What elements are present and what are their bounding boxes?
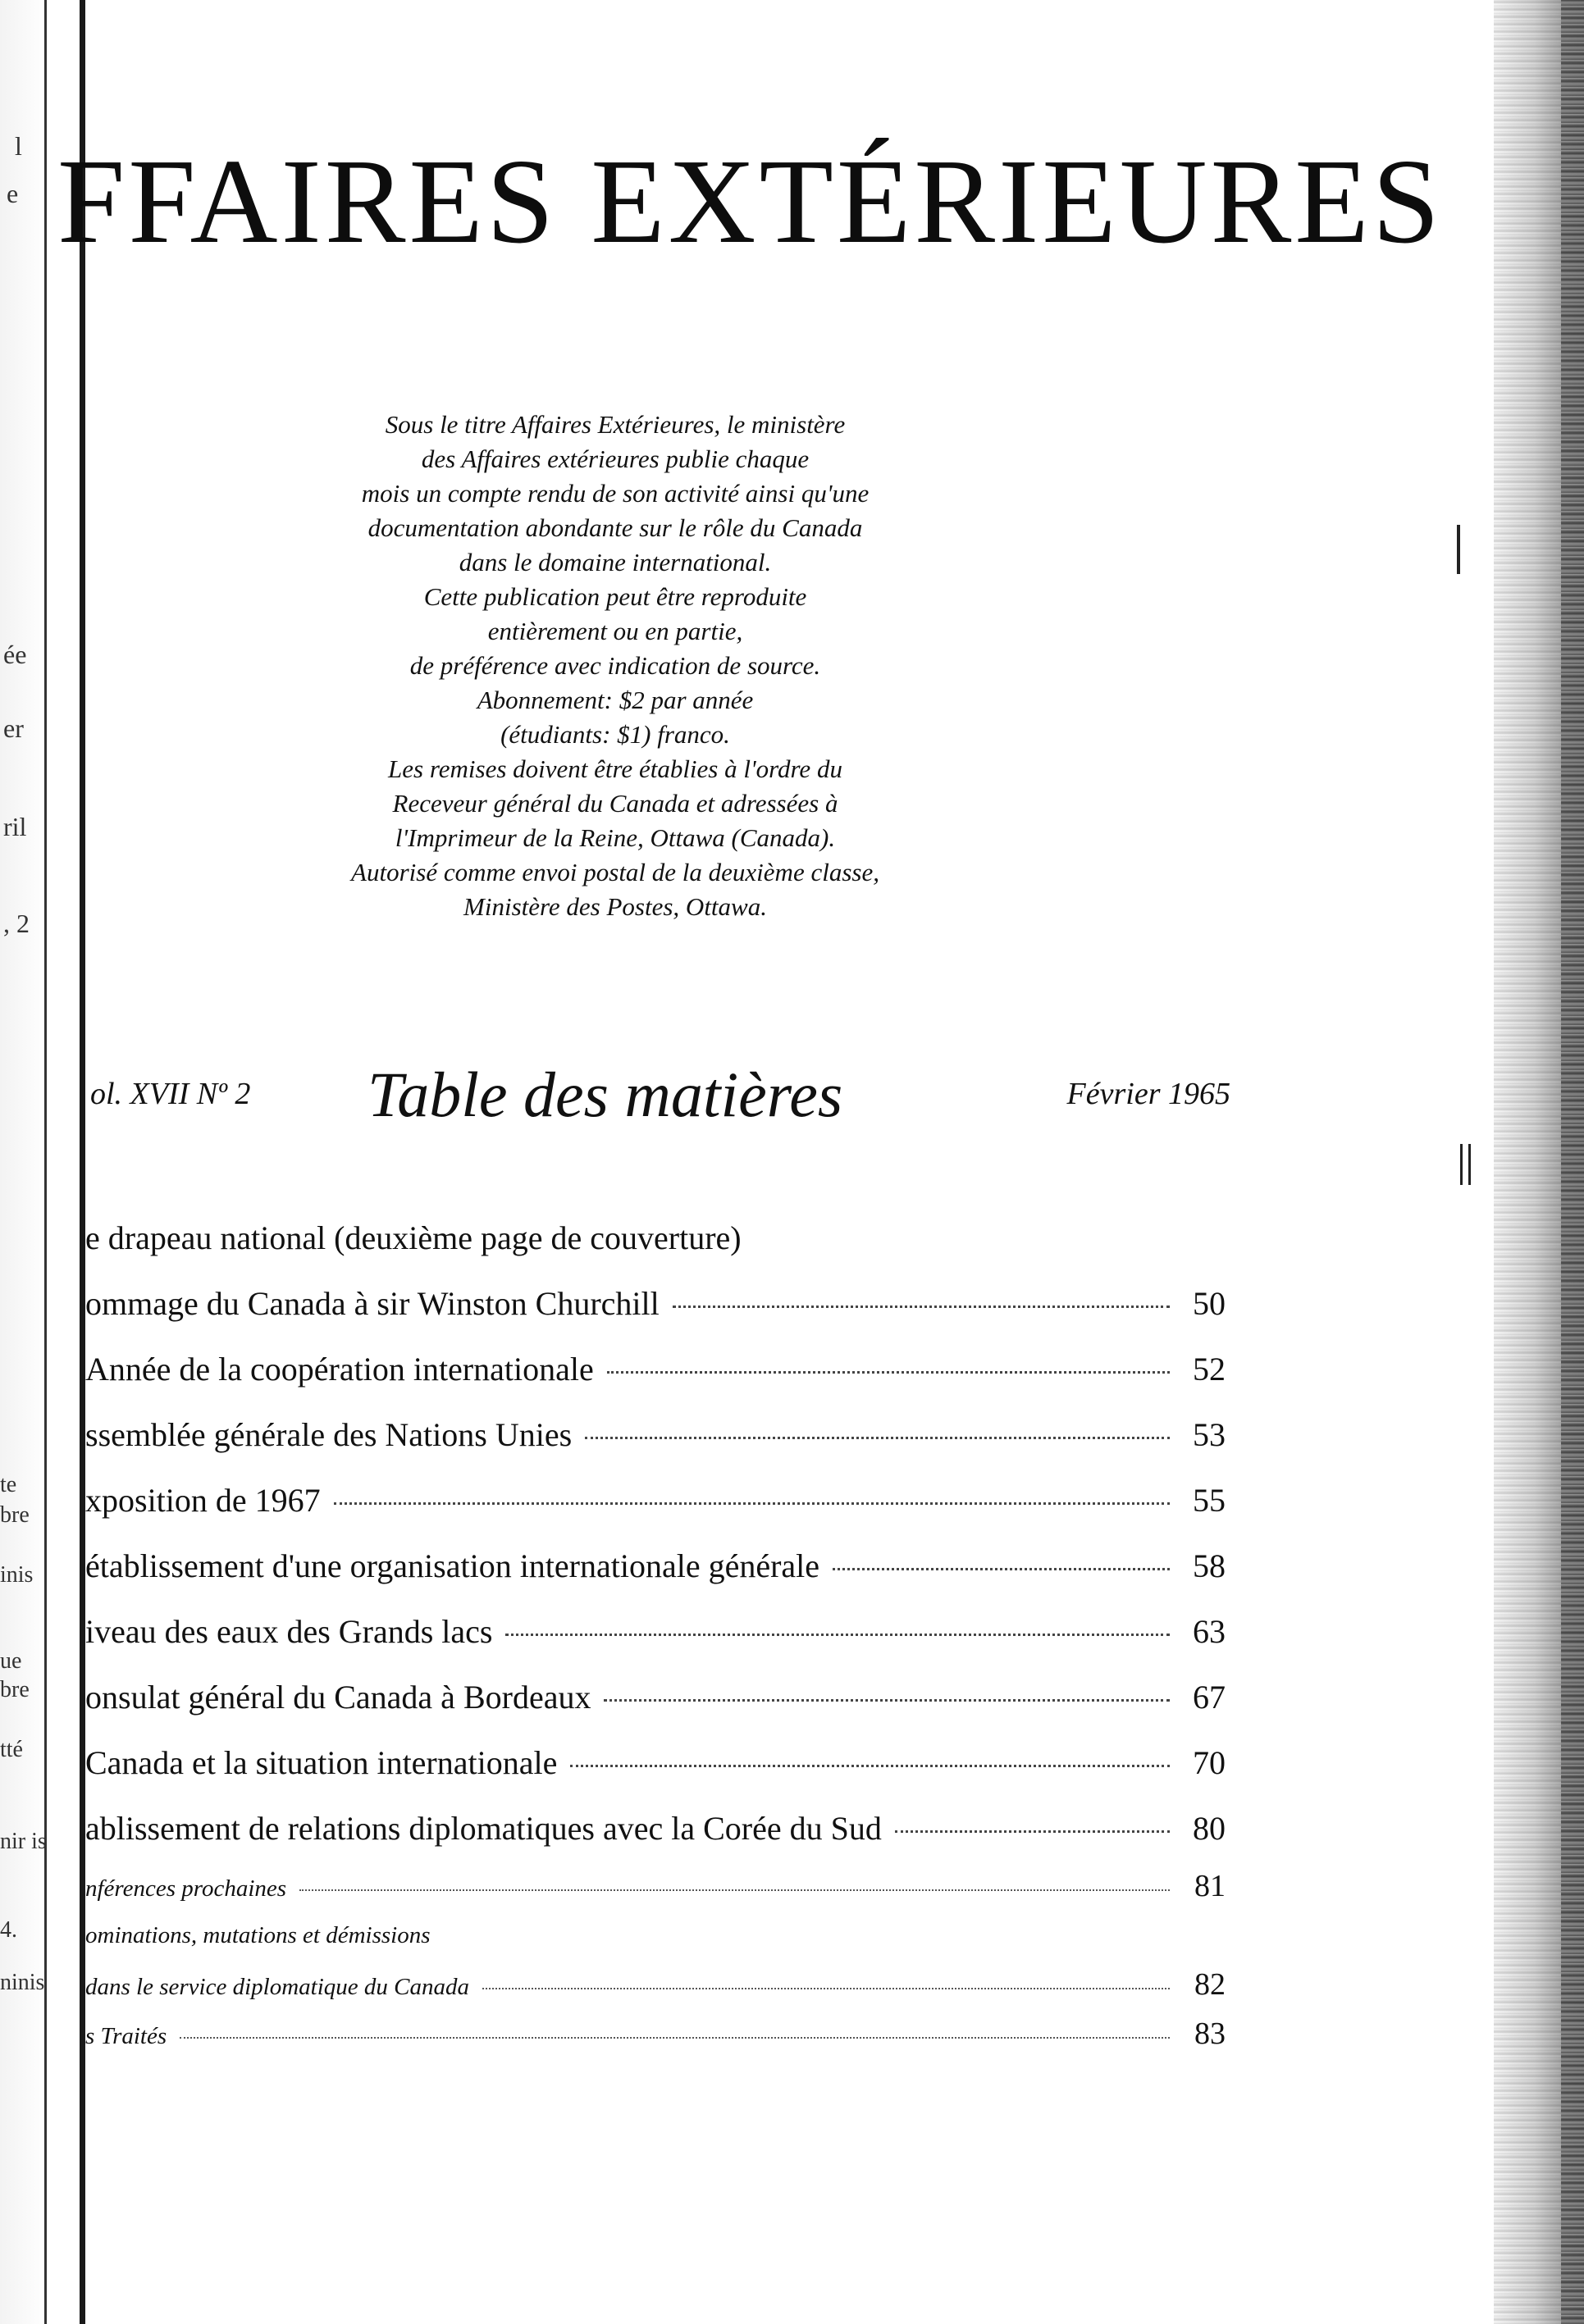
toc-entry bbox=[85, 1533, 1226, 1599]
toc-entry bbox=[85, 1730, 1226, 1796]
dot-leader bbox=[673, 1306, 1170, 1308]
toc-entry-title: ssemblée générale des Nations Unies bbox=[85, 1416, 573, 1453]
notice-line: (étudiants: $1) franco. bbox=[500, 720, 730, 749]
toc-entry-title: nférences prochaines bbox=[85, 1875, 287, 1902]
bleed-text: er bbox=[3, 713, 24, 743]
toc-entry-title: iveau des eaux des Grands lacs bbox=[85, 1613, 493, 1650]
notice-line: Cette publication peut être reproduite bbox=[423, 582, 807, 611]
dot-leader bbox=[607, 1371, 1170, 1374]
toc-page-number: 80 bbox=[1193, 1810, 1226, 1847]
notice-line: Ministère des Postes, Ottawa. bbox=[463, 892, 767, 921]
notice-line: de préférence avec indication de source. bbox=[409, 651, 821, 680]
bleed-text: inis bbox=[0, 1562, 34, 1588]
notice-line: Les remises doivent être établies à l'ordre du bbox=[388, 754, 842, 783]
dot-leader bbox=[505, 1634, 1170, 1636]
toc-page-number: 63 bbox=[1193, 1613, 1226, 1650]
stray-mark bbox=[1457, 525, 1460, 574]
notice-line: dans le domaine international. bbox=[459, 548, 772, 576]
publication-notice bbox=[246, 408, 984, 924]
bleed-text: ril bbox=[3, 812, 27, 841]
notice-line: Receveur général du Canada et adressées à bbox=[392, 789, 838, 818]
notice-line: des Affaires extérieures publie chaque bbox=[421, 444, 810, 473]
toc-page-number: 83 bbox=[1194, 2016, 1226, 2051]
dot-leader bbox=[299, 1889, 1170, 1891]
bleed-text: ée bbox=[3, 640, 27, 669]
dot-leader bbox=[604, 1699, 1170, 1702]
dot-leader bbox=[570, 1765, 1170, 1767]
toc-entry bbox=[85, 1861, 1226, 1911]
toc-entry bbox=[85, 1599, 1226, 1665]
toc-page-number: 50 bbox=[1193, 1285, 1226, 1322]
toc-entry bbox=[85, 1796, 1226, 1861]
volume-number: ol. XVII Nº 2 bbox=[90, 1077, 251, 1111]
bleed-text: bre bbox=[0, 1677, 30, 1702]
notice-line: entièrement ou en partie, bbox=[487, 617, 743, 645]
bleed-text: tté bbox=[0, 1737, 23, 1762]
dot-leader bbox=[180, 2037, 1170, 2039]
toc-entry-title: ommage du Canada à sir Winston Churchill bbox=[85, 1285, 660, 1322]
notice-line: l'Imprimeur de la Reine, Ottawa (Canada). bbox=[395, 823, 836, 852]
toc-entry-title: établissement d'une organisation internationale générale bbox=[85, 1547, 820, 1584]
stray-mark bbox=[1460, 1144, 1463, 1185]
dot-leader bbox=[833, 1568, 1170, 1570]
toc-page-number: 52 bbox=[1193, 1351, 1226, 1388]
toc-entry-title: Année de la coopération internationale bbox=[85, 1351, 594, 1388]
toc-entry bbox=[85, 1271, 1226, 1337]
toc-page-number: 67 bbox=[1193, 1679, 1226, 1716]
bleed-text: ue bbox=[0, 1648, 22, 1674]
toc-entry-title: dans le service diplomatique du Canada bbox=[85, 1974, 469, 2000]
toc-page-number: 53 bbox=[1193, 1416, 1226, 1453]
table-of-contents bbox=[85, 1205, 1226, 2058]
toc-page-number: 82 bbox=[1194, 1967, 1226, 2002]
toc-header bbox=[90, 1058, 1230, 1140]
toc-entry bbox=[85, 1911, 1226, 1960]
notice-line: Sous le titre Affaires Extérieures, le ministère bbox=[385, 410, 846, 439]
bleed-text: 4. bbox=[0, 1917, 17, 1943]
notice-line: Autorisé comme envoi postal de la deuxième classe, bbox=[351, 858, 879, 886]
toc-entry bbox=[85, 1337, 1226, 1402]
toc-entry-title: ominations, mutations et démissions bbox=[85, 1922, 431, 1948]
toc-entry bbox=[85, 1205, 1226, 1271]
bleed-text: e bbox=[7, 179, 19, 208]
bleed-text: ninis bbox=[0, 1970, 45, 1995]
dot-leader bbox=[482, 1988, 1170, 1989]
toc-entry-title: ablissement de relations diplomatiques avec la Corée du Sud bbox=[85, 1810, 882, 1847]
bleed-text: , 2 bbox=[3, 909, 30, 938]
toc-title: Table des matières bbox=[367, 1059, 843, 1130]
bleed-text: te bbox=[0, 1472, 17, 1497]
toc-entry bbox=[85, 1402, 1226, 1468]
toc-page-number: 58 bbox=[1193, 1547, 1226, 1584]
dot-leader bbox=[585, 1437, 1170, 1439]
bleed-text: nir is bbox=[0, 1829, 47, 1854]
notice-line: documentation abondante sur le rôle du Canada bbox=[367, 513, 863, 542]
issue-date: Février 1965 bbox=[1066, 1077, 1230, 1111]
toc-entry bbox=[85, 1665, 1226, 1730]
stray-mark bbox=[1468, 1144, 1471, 1185]
toc-entry-title: e drapeau national (deuxième page de couverture) bbox=[85, 1219, 742, 1256]
toc-page-number: 55 bbox=[1193, 1482, 1226, 1519]
publication-title: FFAIRES EXTÉRIEURES bbox=[57, 134, 1444, 269]
toc-entry-title: onsulat général du Canada à Bordeaux bbox=[85, 1679, 591, 1716]
toc-entry bbox=[85, 1468, 1226, 1533]
notice-line: Abonnement: $2 par année bbox=[477, 686, 754, 714]
toc-page-number: 81 bbox=[1194, 1869, 1226, 1903]
dot-leader bbox=[895, 1830, 1170, 1833]
toc-page-number: 70 bbox=[1193, 1744, 1226, 1781]
toc-entry-title: s Traités bbox=[85, 2023, 167, 2049]
toc-entry-title: Canada et la situation internationale bbox=[85, 1744, 558, 1781]
notice-line: mois un compte rendu de son activité ainsi qu'une bbox=[361, 479, 870, 508]
toc-entry bbox=[85, 1960, 1226, 2009]
bleed-text: l bbox=[15, 131, 22, 161]
binding-gutter-line bbox=[80, 0, 85, 2324]
scan-right-edge bbox=[1561, 0, 1584, 2324]
dot-leader bbox=[334, 1502, 1170, 1505]
toc-entry-title: xposition de 1967 bbox=[85, 1482, 321, 1519]
toc-entry bbox=[85, 2009, 1226, 2058]
bleed-text: bre bbox=[0, 1502, 30, 1528]
